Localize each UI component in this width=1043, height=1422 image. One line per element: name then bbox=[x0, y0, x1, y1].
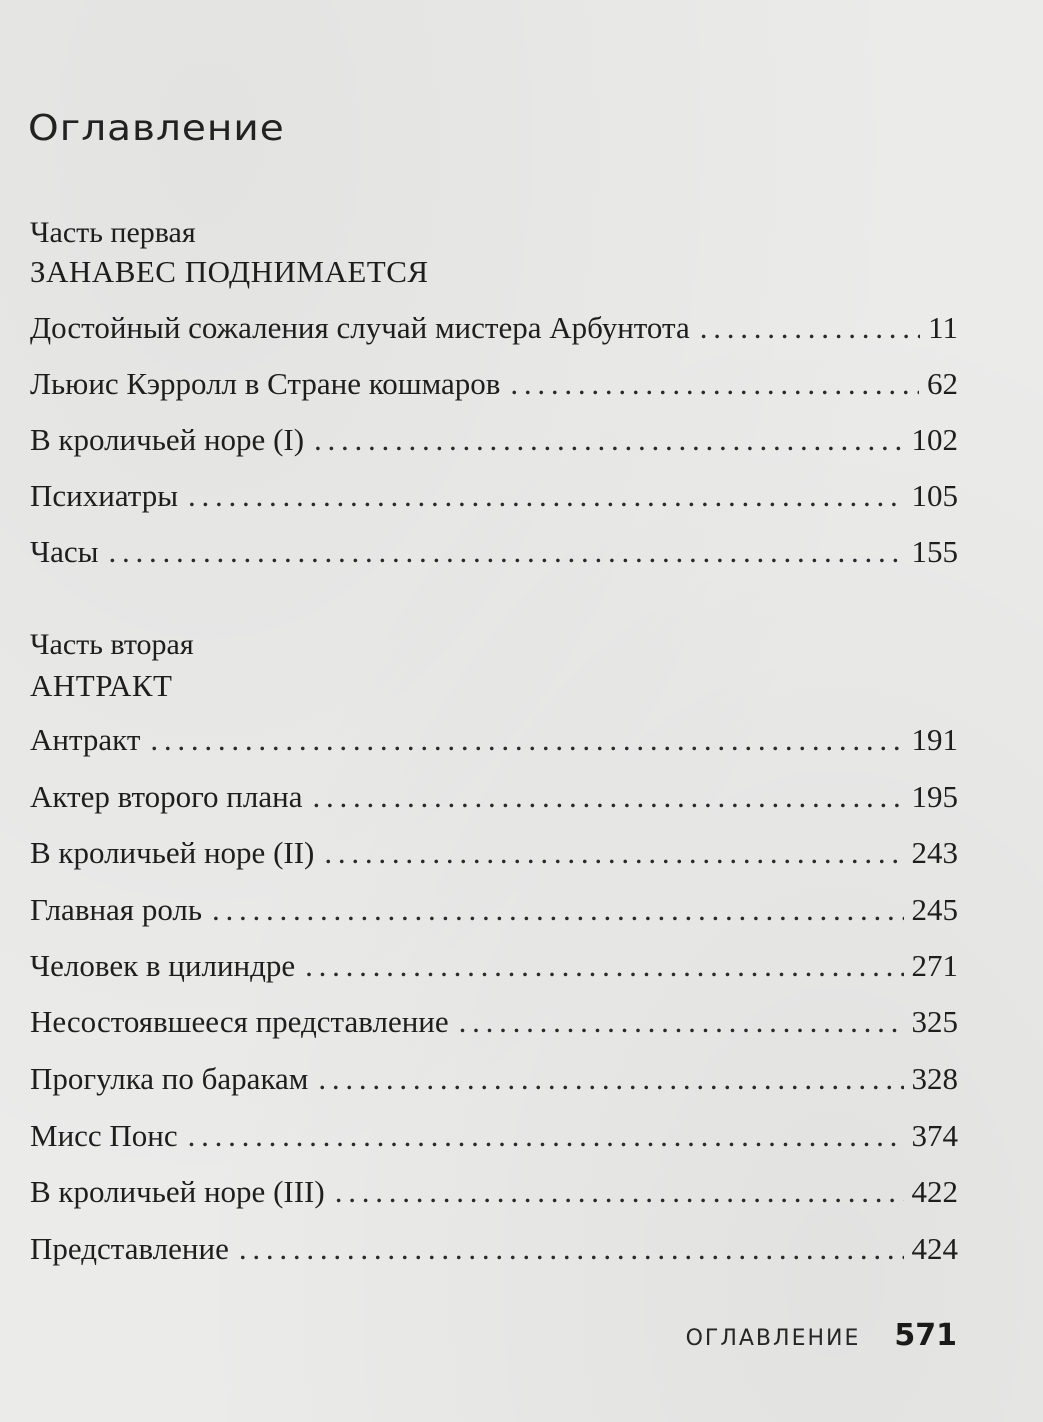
entry-page-number: 245 bbox=[911, 892, 958, 927]
dot-leader bbox=[109, 536, 904, 567]
entry-page-number: 155 bbox=[911, 534, 958, 569]
entry-page-number: 243 bbox=[911, 835, 958, 870]
entry-title: Психиатры bbox=[30, 478, 179, 513]
toc-entry[interactable] bbox=[30, 894, 958, 925]
toc-entry[interactable] bbox=[30, 1233, 958, 1264]
dot-leader bbox=[212, 894, 903, 925]
footer-section-label: ОГЛАВЛЕНИЕ bbox=[685, 1326, 861, 1351]
toc-entry[interactable] bbox=[30, 480, 958, 511]
entry-page-number: 62 bbox=[927, 366, 958, 401]
entry-title: Прогулка по баракам bbox=[30, 1061, 309, 1096]
entry-title: В кроличьей норе (III) bbox=[30, 1174, 325, 1209]
dot-leader bbox=[305, 950, 903, 981]
entry-title: В кроличьей норе (I) bbox=[30, 422, 305, 457]
dot-leader bbox=[324, 837, 903, 868]
entry-title: Льюис Кэрролл в Стране кошмаров bbox=[30, 366, 501, 401]
toc-entry[interactable] bbox=[30, 1176, 958, 1207]
entry-page-number: 195 bbox=[911, 779, 958, 814]
toc-entry[interactable] bbox=[30, 1006, 958, 1037]
page-title: Оглавление bbox=[28, 108, 285, 150]
toc-entry[interactable] bbox=[30, 1120, 958, 1151]
entry-page-number: 422 bbox=[911, 1174, 958, 1209]
entry-page-number: 328 bbox=[911, 1061, 958, 1096]
entry-title: Антракт bbox=[30, 722, 141, 757]
dot-leader bbox=[188, 1120, 904, 1151]
dot-leader bbox=[700, 312, 920, 343]
dot-leader bbox=[312, 781, 903, 812]
toc-entry[interactable] bbox=[30, 312, 958, 343]
part-title: ЗАНАВЕС ПОДНИМАЕТСЯ bbox=[30, 254, 429, 289]
part-label: Часть первая bbox=[30, 216, 196, 249]
dot-leader bbox=[314, 424, 903, 455]
entry-title: В кроличьей норе (II) bbox=[30, 835, 315, 870]
toc-entry[interactable] bbox=[30, 536, 958, 567]
part-label: Часть вторая bbox=[30, 628, 194, 661]
running-footer bbox=[686, 1318, 957, 1353]
entry-title: Мисс Понс bbox=[30, 1118, 178, 1153]
dot-leader bbox=[318, 1063, 903, 1094]
entry-page-number: 325 bbox=[911, 1004, 958, 1039]
toc-entry[interactable] bbox=[30, 781, 958, 812]
dot-leader bbox=[188, 480, 903, 511]
entry-page-number: 271 bbox=[911, 948, 958, 983]
entry-title: Актер второго плана bbox=[30, 779, 303, 814]
toc-entry[interactable] bbox=[30, 1063, 958, 1094]
part-title: АНТРАКТ bbox=[30, 668, 173, 703]
toc-entry[interactable] bbox=[30, 368, 958, 399]
entry-title: Представление bbox=[30, 1231, 229, 1266]
dot-leader bbox=[459, 1006, 904, 1037]
toc-entry[interactable] bbox=[30, 950, 958, 981]
toc-entry[interactable] bbox=[30, 837, 958, 868]
entry-title: Человек в цилиндре bbox=[30, 948, 296, 983]
dot-leader bbox=[239, 1233, 904, 1264]
entry-title: Часы bbox=[30, 534, 99, 569]
entry-title: Несостоявшееся представление bbox=[30, 1004, 449, 1039]
entry-page-number: 102 bbox=[911, 422, 958, 457]
dot-leader bbox=[510, 368, 919, 399]
entry-title: Главная роль bbox=[30, 892, 203, 927]
toc-entry[interactable] bbox=[30, 424, 958, 455]
toc-entry[interactable] bbox=[30, 724, 958, 755]
entry-page-number: 424 bbox=[911, 1231, 958, 1266]
entry-title: Достойный сожаления случай мистера Арбунтота bbox=[30, 310, 690, 345]
dot-leader bbox=[150, 724, 903, 755]
entry-page-number: 105 bbox=[911, 478, 958, 513]
entry-page-number: 191 bbox=[911, 722, 958, 757]
dot-leader bbox=[335, 1176, 904, 1207]
entry-page-number: 374 bbox=[911, 1118, 958, 1153]
entry-page-number: 11 bbox=[928, 310, 958, 345]
footer-page-number: 571 bbox=[894, 1318, 957, 1353]
